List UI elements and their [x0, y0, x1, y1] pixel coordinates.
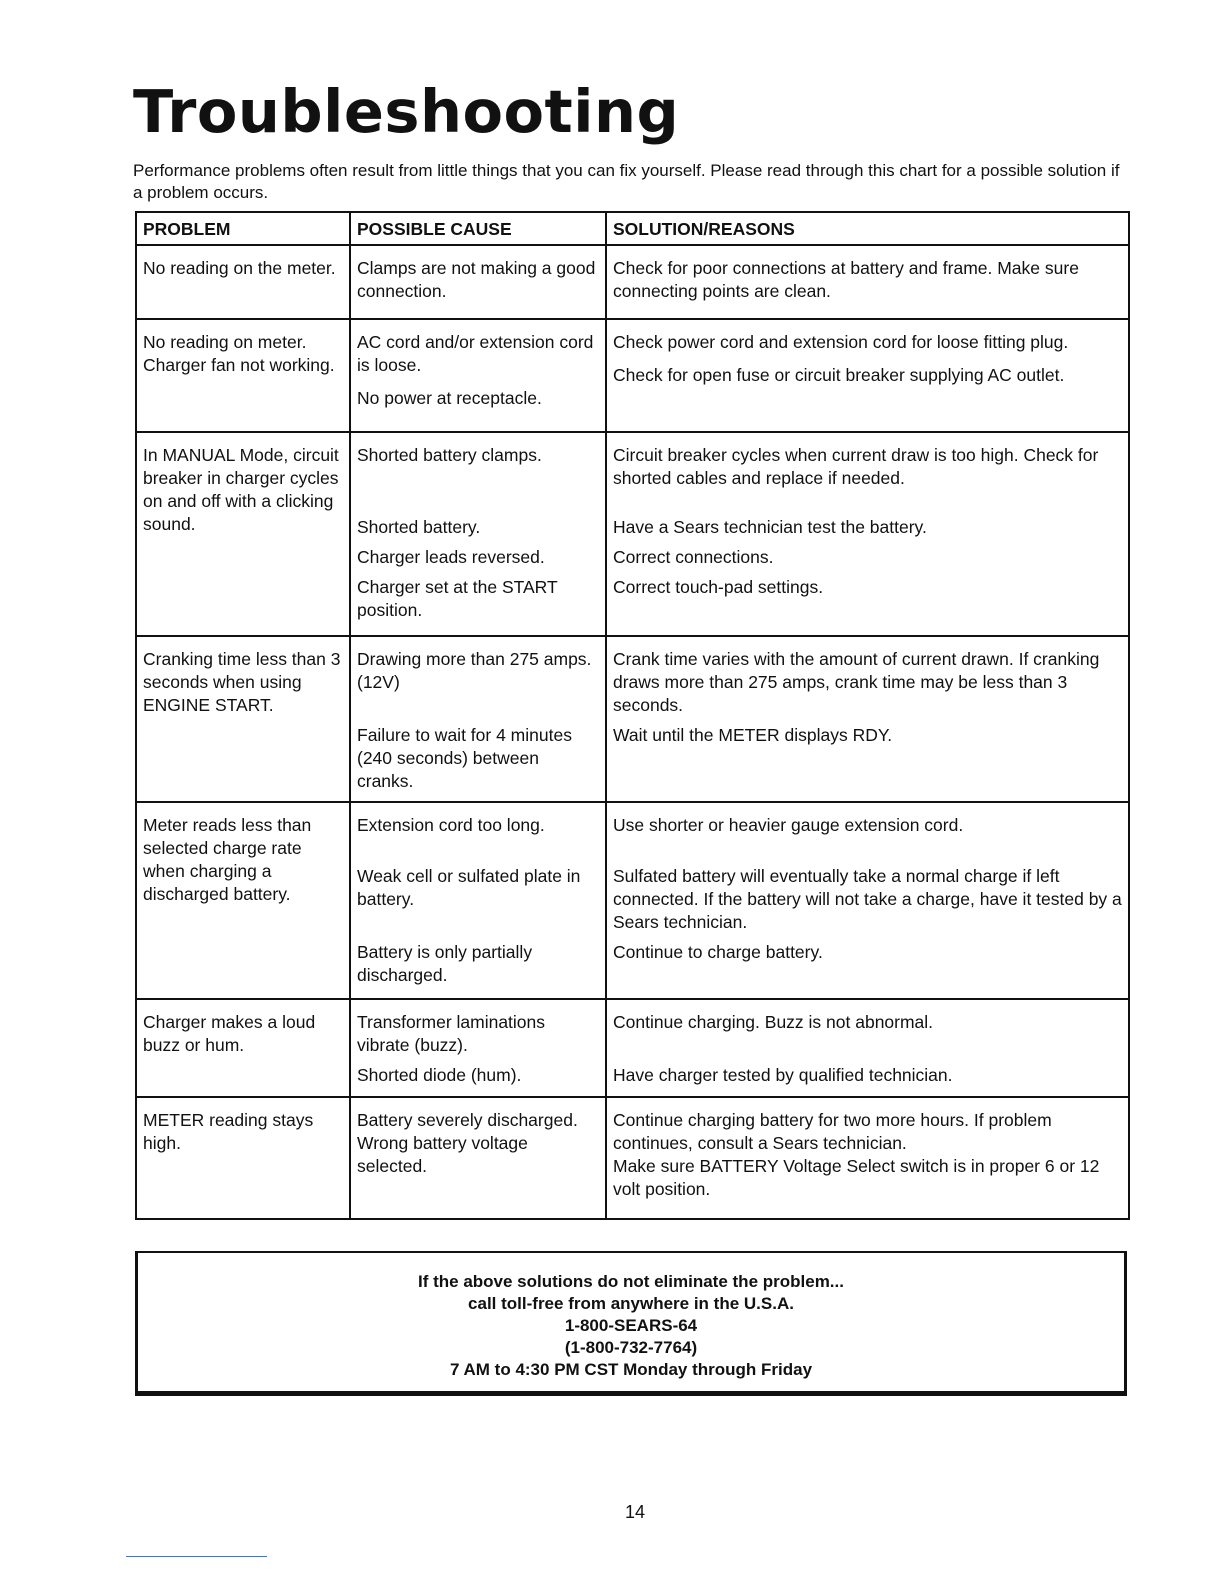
solution-cell: [606, 319, 1129, 432]
solution-cell: [606, 432, 1129, 636]
support-contact-box: [135, 1251, 1127, 1396]
solution-text: Wait until the METER displays RDY.: [613, 725, 893, 745]
solution-cell: [606, 999, 1129, 1097]
solution-text: Make sure BATTERY Voltage Select switch is in proper 6 or 12 volt position.: [613, 1156, 1100, 1199]
solution-text: Use shorter or heavier gauge extension cord.: [613, 815, 964, 835]
troubleshooting-table: [135, 211, 1130, 1220]
notice-line: call toll-free from anywhere in the U.S.A.: [468, 1294, 794, 1313]
table-row: [136, 999, 1129, 1097]
table-header-row: [136, 212, 1129, 245]
problem-text: Charger makes a loud buzz or hum.: [143, 1012, 316, 1055]
solution-text: Have charger tested by qualified technician.: [613, 1065, 953, 1085]
phone-number-numeric: (1-800-732-7764): [564, 1338, 698, 1357]
solution-cell: [606, 636, 1129, 802]
solution-text: Continue charging battery for two more hours. If problem continues, consult a Sears technician.: [613, 1110, 1052, 1153]
problem-text: No reading on the meter.: [143, 258, 336, 278]
solution-text: Continue to charge battery.: [613, 942, 823, 962]
support-hours: 7 AM to 4:30 PM CST Monday through Friday: [449, 1360, 813, 1379]
cause-cell: [350, 802, 606, 999]
table-row: [136, 636, 1129, 802]
problem-text: In MANUAL Mode, circuit breaker in charger cycles on and off with a clicking sound.: [143, 445, 339, 534]
problem-cell: [136, 636, 350, 802]
solution-cell: [606, 245, 1129, 319]
problem-text: METER reading stays high.: [143, 1110, 314, 1153]
cause-text: Battery severely discharged.: [357, 1110, 578, 1130]
solution-text: Correct connections.: [613, 547, 774, 567]
cause-cell: [350, 432, 606, 636]
cause-text: Shorted battery.: [357, 517, 481, 537]
cause-text: Failure to wait for 4 minutes (240 seconds) between cranks.: [357, 725, 572, 791]
solution-cell: [606, 802, 1129, 999]
solution-text: Continue charging. Buzz is not abnormal.: [613, 1012, 934, 1032]
solution-text: Correct touch-pad settings.: [613, 577, 824, 597]
problem-cell: [136, 999, 350, 1097]
cause-cell: [350, 999, 606, 1097]
problem-cell: [136, 1097, 350, 1219]
cause-cell: [350, 1097, 606, 1219]
cause-text: Charger leads reversed.: [357, 547, 545, 567]
table-row: [136, 1097, 1129, 1219]
cause-text: Extension cord too long.: [357, 815, 545, 835]
cause-text: Battery is only partially discharged.: [357, 942, 533, 985]
header-solution: SOLUTION/REASONS: [606, 212, 1129, 245]
phone-number: 1-800-SEARS-64: [564, 1316, 698, 1335]
cause-text: AC cord and/or extension cord is loose.: [357, 332, 594, 375]
intro-text: Performance problems often result from little things that you can fix yourself. Please read through this chart for a possible solution if a problem occurs.: [133, 161, 1120, 202]
cause-cell: [350, 636, 606, 802]
cause-text: Wrong battery voltage selected.: [357, 1133, 528, 1176]
page-number: 14: [624, 1502, 646, 1522]
notice-line: If the above solutions do not eliminate the problem...: [418, 1272, 844, 1291]
page-title: Troubleshooting: [133, 77, 680, 146]
table-row: [136, 319, 1129, 432]
cause-text: No power at receptacle.: [357, 388, 542, 408]
problem-cell: [136, 432, 350, 636]
cause-text: Transformer laminations vibrate (buzz).: [357, 1012, 546, 1055]
solution-text: Circuit breaker cycles when current draw is too high. Check for shorted cables and replace if needed.: [613, 445, 1099, 488]
solution-text: Check for open fuse or circuit breaker supplying AC outlet.: [613, 365, 1065, 385]
cause-text: Charger set at the START position.: [357, 577, 558, 620]
solution-text: Check power cord and extension cord for loose fitting plug.: [613, 332, 1069, 352]
solution-text: Sulfated battery will eventually take a normal charge if left connected. If the battery will not take a charge, have it tested by a Sears technician.: [613, 866, 1122, 932]
problem-cell: [136, 802, 350, 999]
problem-text: No reading on meter. Charger fan not working.: [143, 332, 335, 375]
cause-cell: [350, 245, 606, 319]
header-problem: PROBLEM: [136, 212, 350, 245]
solution-text: Have a Sears technician test the battery.: [613, 517, 927, 537]
solution-text: Crank time varies with the amount of current drawn. If cranking draws more than 275 amps, crank time may be less than 3 seconds.: [613, 649, 1100, 715]
table-row: [136, 802, 1129, 999]
problem-text: Cranking time less than 3 seconds when using ENGINE START.: [143, 649, 341, 715]
footer-divider: [126, 1556, 267, 1557]
problem-text: Meter reads less than selected charge rate when charging a discharged battery.: [143, 815, 312, 904]
cause-text: Clamps are not making a good connection.: [357, 258, 596, 301]
cause-text: Drawing more than 275 amps. (12V): [357, 649, 592, 692]
cause-text: Weak cell or sulfated plate in battery.: [357, 866, 581, 909]
table-row: [136, 432, 1129, 636]
solution-cell: [606, 1097, 1129, 1219]
problem-cell: [136, 245, 350, 319]
cause-text: Shorted diode (hum).: [357, 1065, 522, 1085]
problem-cell: [136, 319, 350, 432]
cause-text: Shorted battery clamps.: [357, 445, 542, 465]
cause-cell: [350, 319, 606, 432]
header-possible-cause: POSSIBLE CAUSE: [350, 212, 606, 245]
solution-text: Check for poor connections at battery and frame. Make sure connecting points are clean.: [613, 258, 1079, 301]
table-row: [136, 245, 1129, 319]
